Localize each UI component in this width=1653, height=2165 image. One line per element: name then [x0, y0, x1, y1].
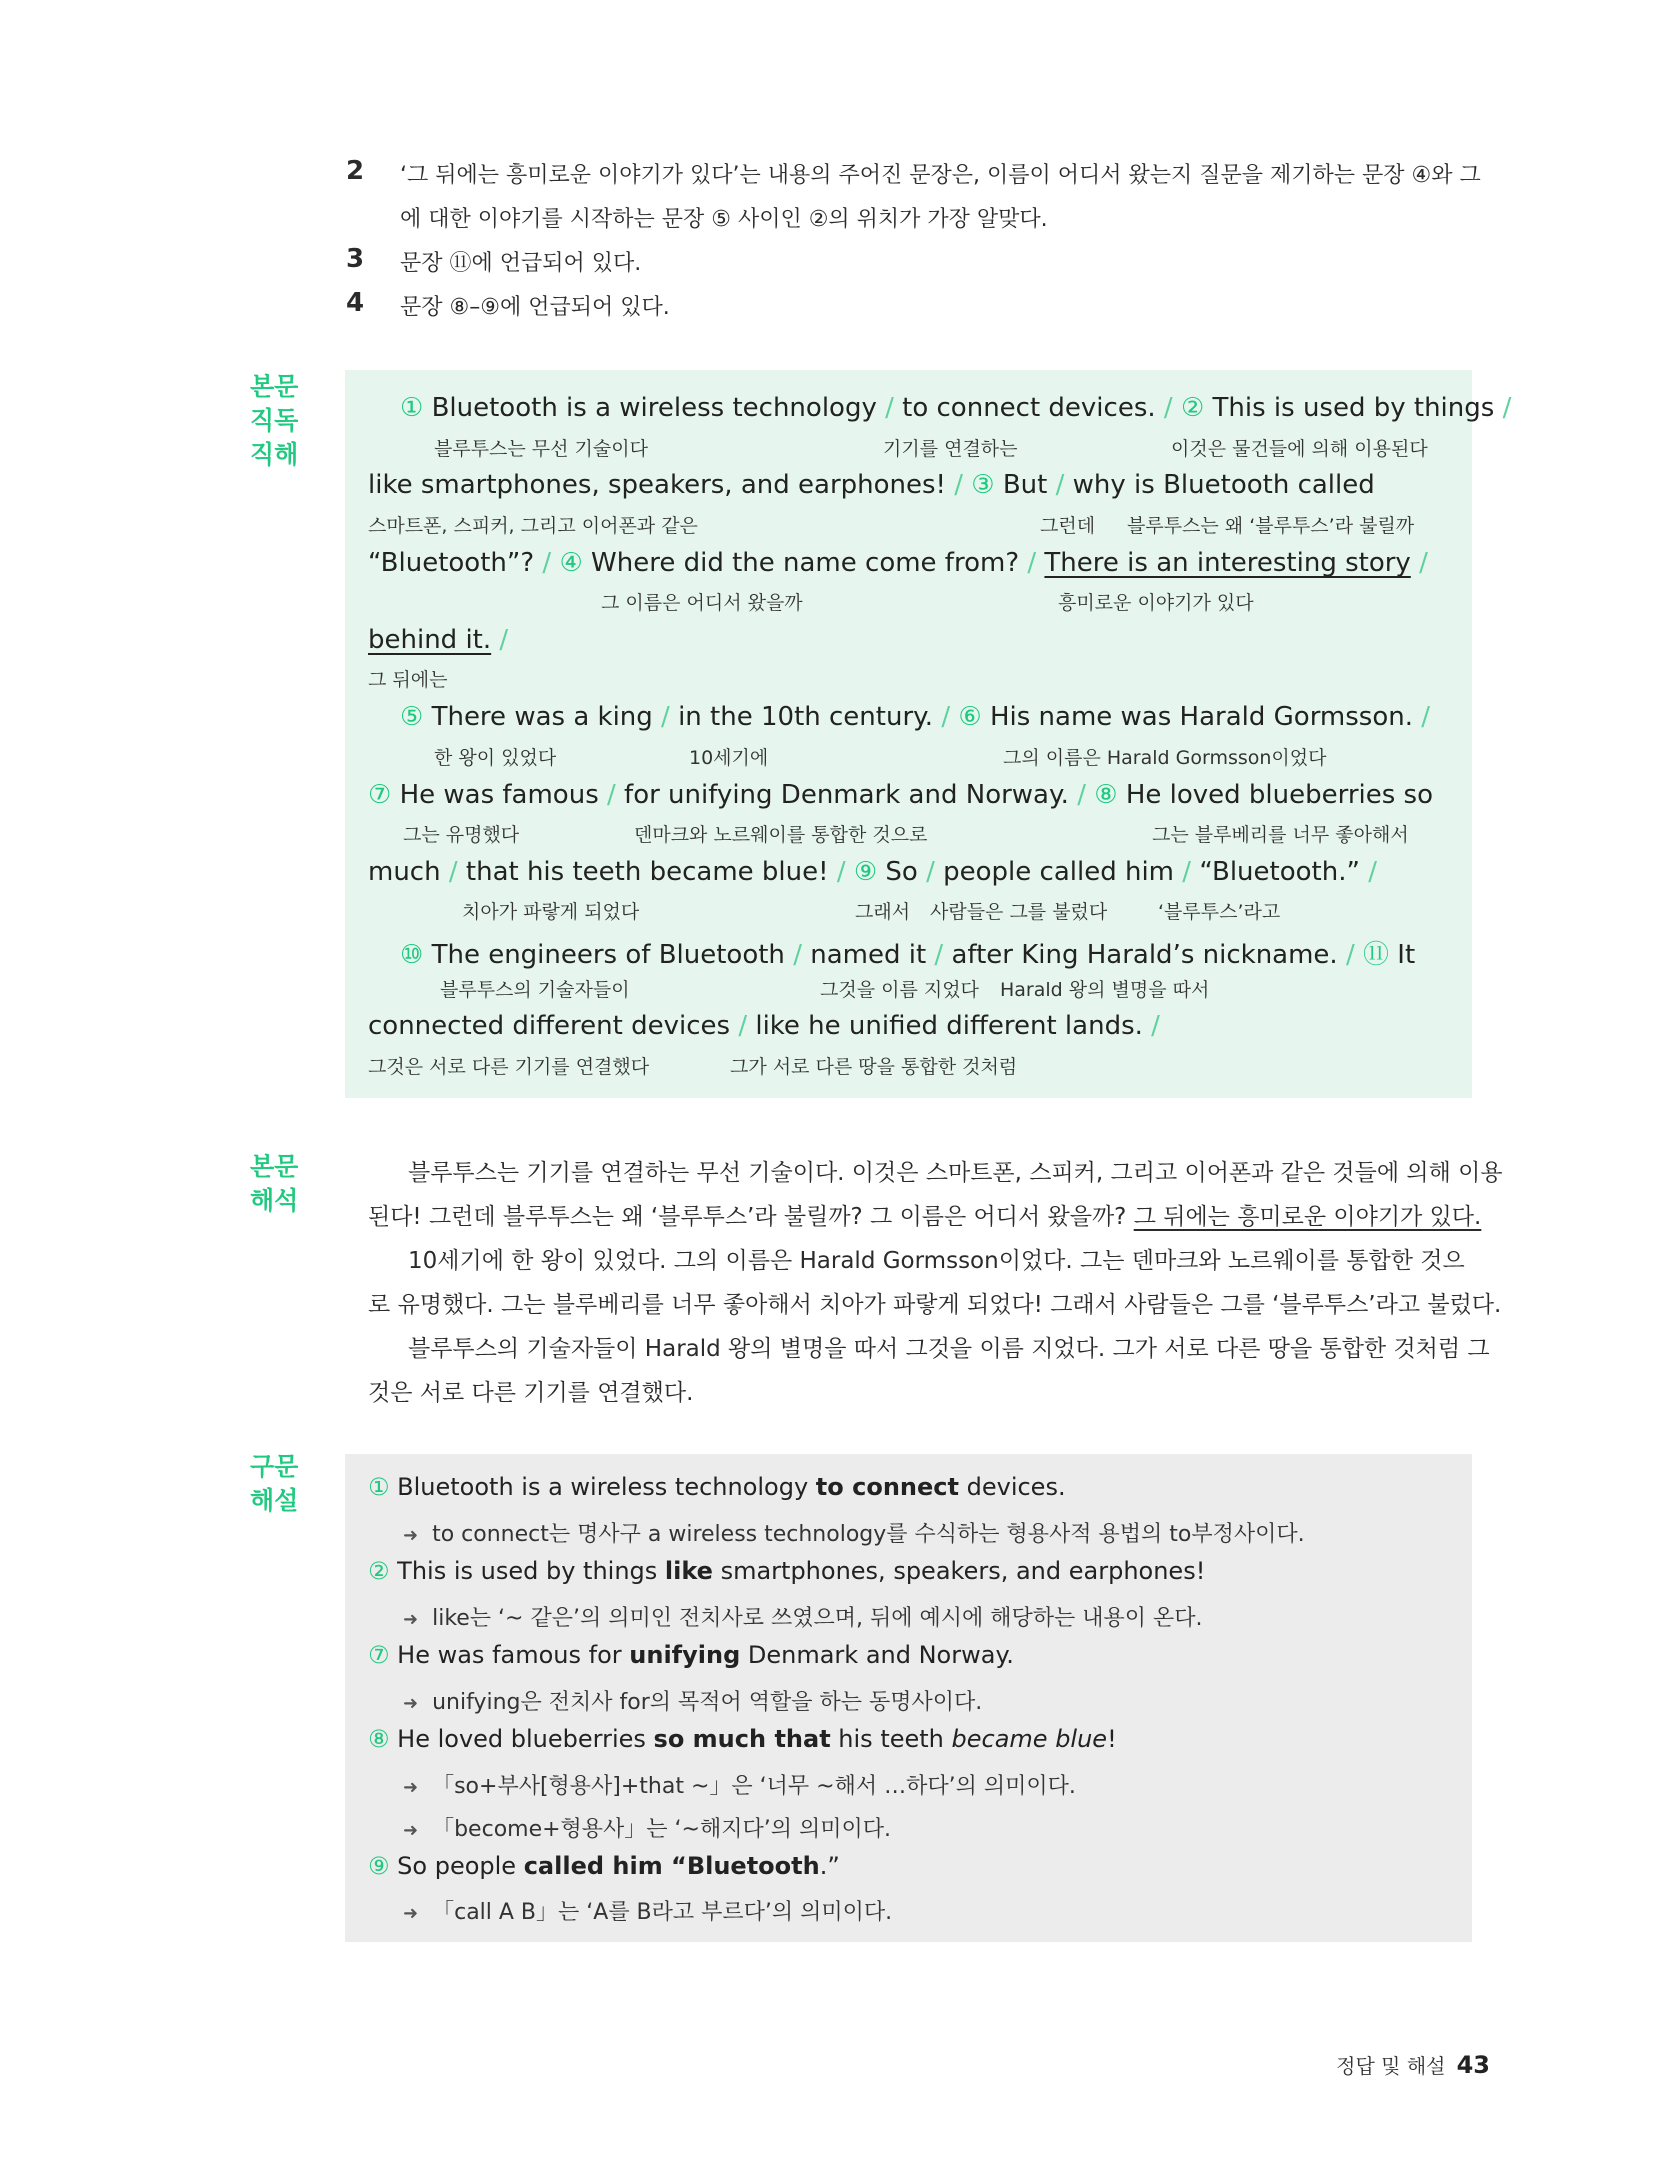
arrow-icon: ➜: [403, 1609, 419, 1630]
chunk: like he unified different lands.: [755, 1011, 1143, 1041]
chunk: “Bluetooth”?: [368, 548, 535, 578]
answer-2-line-1: ‘그 뒤에는 흥미로운 이야기가 있다’는 내용의 주어진 문장은, 이름이 어디서 왔는지 질문을 제기하는 문장 ④와 그: [400, 163, 1481, 188]
sentence-number: ⑨: [853, 857, 878, 887]
grammar-text: Bluetooth is a wireless technology: [397, 1473, 816, 1501]
grammar-text: his teeth: [830, 1725, 952, 1753]
sentence-number: ⑦: [368, 780, 392, 810]
gloss: 흥미로운 이야기가 있다: [1058, 592, 1254, 614]
chunk: The engineers of Bluetooth: [431, 940, 785, 970]
translation-line-6: 것은 서로 다른 기기를 연결했다.: [368, 1380, 694, 1406]
note-text: like는 ‘~ 같은’의 의미인 전치사로 쓰였으며, 뒤에 예시에 해당하는 내용이 온다.: [432, 1606, 1203, 1631]
grammar-text: !: [1107, 1725, 1117, 1753]
direct-line-3: “Bluetooth”? / ④ Where did the name come from? / There is an interesting story /: [368, 548, 1428, 578]
note-text: 「become+형용사」는 ‘~해지다’의 의미이다.: [432, 1817, 891, 1842]
grammar-note-2: [403, 1601, 1202, 1632]
gloss: 그런데: [1040, 515, 1096, 537]
gloss: 그는 블루베리를 너무 좋아해서: [1152, 824, 1409, 846]
gloss: 블루투스의 기술자들이: [440, 979, 630, 1001]
answer-2-line-2: 에 대한 이야기를 시작하는 문장 ⑤ 사이인 ②의 위치가 가장 알맞다.: [400, 207, 1048, 232]
grammar-note-1: [403, 1517, 1305, 1548]
chunk: Where did the name come from?: [591, 548, 1020, 578]
arrow-icon: ➜: [403, 1777, 419, 1798]
gloss: 그 뒤에는: [368, 669, 448, 691]
gloss: 스마트폰, 스피커, 그리고 이어폰과 같은: [368, 515, 698, 537]
chunk: His name was Harald Gormsson.: [989, 702, 1413, 732]
grammar-note-5: [403, 1812, 891, 1843]
sentence-number: ⑨: [368, 1852, 390, 1880]
gloss: 기기를 연결하는: [883, 438, 1018, 460]
answer-3-text: 문장 ⑪에 언급되어 있다.: [400, 251, 642, 276]
answer-number-2: 2: [346, 156, 365, 186]
gloss: 한 왕이 있었다: [434, 747, 557, 769]
direct-line-1: ① Bluetooth is a wireless technology / to connect devices. / ② This is used by things /: [400, 393, 1512, 423]
chunk: It: [1397, 940, 1416, 970]
chunk-underlined: behind it.: [368, 625, 492, 655]
direct-line-9: connected different devices / like he unified different lands. /: [368, 1011, 1160, 1041]
translation-line-3: 10세기에 한 왕이 있었다. 그의 이름은 Harald Gormsson이었다. 그는 덴마크와 노르웨이를 통합한 것으: [408, 1248, 1465, 1274]
sentence-number: ②: [1180, 393, 1205, 423]
grammar-bold: like: [664, 1557, 713, 1585]
chunk-underlined: There is an interesting story: [1044, 548, 1411, 578]
grammar-item-3: [368, 1641, 1014, 1669]
chunk: But: [1002, 470, 1048, 500]
sentence-number: ③: [971, 470, 995, 500]
gloss: 블루투스는 무선 기술이다: [434, 438, 648, 460]
gloss: 그래서: [855, 901, 911, 923]
answer-number-3: 3: [346, 244, 365, 274]
chunk: to connect devices.: [902, 393, 1156, 423]
note-text: unifying은 전치사 for의 목적어 역할을 하는 동명사이다.: [432, 1690, 983, 1715]
note-text: 「call A B」는 ‘A를 B라고 부르다’의 의미이다.: [432, 1900, 893, 1925]
grammar-text: .”: [819, 1852, 840, 1880]
note-text: 「so+부사[형용사]+that ~」은 ‘너무 ~해서 …하다’의 의미이다.: [432, 1774, 1076, 1799]
chunk: much: [368, 857, 441, 887]
direct-line-5: ⑤ There was a king / in the 10th century. / ⑥ His name was Harald Gormsson. /: [400, 702, 1431, 732]
chunk: Bluetooth is a wireless technology: [431, 393, 877, 423]
sentence-number: ⑪: [1363, 940, 1390, 970]
chunk: There was a king: [431, 702, 653, 732]
grammar-bold: so much that: [653, 1725, 831, 1753]
chunk: in the 10th century.: [678, 702, 934, 732]
arrow-icon: ➜: [403, 1820, 419, 1841]
grammar-text: This is used by things: [397, 1557, 665, 1585]
grammar-text: devices.: [958, 1473, 1066, 1501]
grammar-item-5: [368, 1852, 840, 1880]
translation-line-5: 블루투스의 기술자들이 Harald 왕의 별명을 따서 그것을 이름 지었다. 그가 서로 다른 땅을 통합한 것처럼 그: [408, 1336, 1490, 1362]
gloss: 이것은 물건들에 의해 이용된다: [1171, 438, 1428, 460]
sentence-number: ①: [400, 393, 424, 423]
chunk: He loved blueberries so: [1125, 780, 1434, 810]
grammar-note-6: [403, 1895, 892, 1926]
chunk: This is used by things: [1212, 393, 1495, 423]
translation-line-4: 로 유명했다. 그는 블루베리를 너무 좋아해서 치아가 파랗게 되었다! 그래서 사람들은 그를 ‘블루투스’라고 불렀다.: [368, 1292, 1502, 1318]
grammar-bold: to connect: [815, 1473, 959, 1501]
translation-underlined: 그 뒤에는 흥미로운 이야기가 있다.: [1133, 1204, 1482, 1230]
chunk: for unifying Denmark and Norway.: [624, 780, 1069, 810]
arrow-icon: ➜: [403, 1693, 419, 1714]
gloss: 그가 서로 다른 땅을 통합한 것처럼: [730, 1056, 1018, 1078]
section-label-direct-reading: 본문 직독 직해: [250, 372, 299, 469]
chunk: “Bluetooth.”: [1199, 857, 1360, 887]
gloss: Harald 왕의 별명을 따서: [1000, 979, 1210, 1001]
chunk: people called him: [943, 857, 1175, 887]
grammar-note-4: [403, 1769, 1076, 1800]
answer-number-4: 4: [346, 288, 365, 318]
note-text: to connect는 명사구 a wireless technology를 수식하는 형용사적 용법의 to부정사이다.: [432, 1522, 1305, 1547]
sentence-number: ⑤: [400, 702, 424, 732]
gloss: 그것은 서로 다른 기기를 연결했다: [368, 1056, 650, 1078]
chunk: like smartphones, speakers, and earphones!: [368, 470, 946, 500]
direct-line-8: ⑩ The engineers of Bluetooth / named it / after King Harald’s nickname. / ⑪ It: [400, 940, 1416, 970]
grammar-item-2: [368, 1557, 1205, 1585]
gloss: 사람들은 그를 불렀다: [930, 901, 1108, 923]
direct-line-6: ⑦ He was famous / for unifying Denmark and Norway. / ⑧ He loved blueberries so: [368, 780, 1434, 810]
gloss: ‘블루투스’라고: [1158, 901, 1281, 923]
grammar-italic: became blue: [951, 1725, 1108, 1753]
chunk: that his teeth became blue!: [465, 857, 829, 887]
gloss: 그의 이름은 Harald Gormsson이었다: [1003, 747, 1327, 769]
sentence-number: ⑦: [368, 1641, 390, 1669]
direct-line-2: like smartphones, speakers, and earphones! / ③ But / why is Bluetooth called: [368, 470, 1375, 500]
grammar-text: Denmark and Norway.: [740, 1641, 1014, 1669]
grammar-text: He was famous for: [397, 1641, 630, 1669]
section-label-grammar: 구문 해설: [250, 1452, 299, 1515]
sentence-number: ⑧: [1094, 780, 1118, 810]
sentence-number: ⑥: [958, 702, 982, 732]
gloss: 10세기에: [689, 747, 769, 769]
chunk: connected different devices: [368, 1011, 731, 1041]
page-footer: [1336, 2050, 1490, 2079]
translation-text: 된다! 그런데 블루투스는 왜 ‘블루투스’라 불릴까? 그 이름은 어디서 왔을까?: [368, 1204, 1127, 1230]
chunk: after King Harald’s nickname.: [951, 940, 1338, 970]
grammar-item-4: [368, 1725, 1117, 1753]
sentence-number: ①: [368, 1473, 390, 1501]
chunk: He was famous: [399, 780, 599, 810]
sentence-number: ⑧: [368, 1725, 390, 1753]
grammar-note-3: [403, 1685, 982, 1716]
sentence-number: ④: [559, 548, 583, 578]
chunk: named it: [810, 940, 927, 970]
chunk: why is Bluetooth called: [1072, 470, 1375, 500]
gloss: 블루투스는 왜 ‘블루투스’라 불릴까: [1127, 515, 1415, 537]
chunk: So: [885, 857, 918, 887]
sentence-number: ②: [368, 1557, 390, 1585]
direct-line-4: behind it. /: [368, 625, 509, 655]
direct-line-7: much / that his teeth became blue! / ⑨ So / people called him / “Bluetooth.” /: [368, 857, 1377, 887]
gloss: 덴마크와 노르웨이를 통합한 것으로: [634, 824, 928, 846]
page-number: 43: [1456, 2051, 1490, 2079]
grammar-text: So people: [397, 1852, 524, 1880]
answer-4-text: 문장 ⑧–⑨에 언급되어 있다.: [400, 295, 670, 320]
arrow-icon: ➜: [403, 1525, 419, 1546]
translation-line-1: 블루투스는 기기를 연결하는 무선 기술이다. 이것은 스마트폰, 스피커, 그리고 이어폰과 같은 것들에 의해 이용: [408, 1160, 1503, 1186]
gloss: 치아가 파랗게 되었다: [462, 901, 640, 923]
grammar-bold: unifying: [629, 1641, 741, 1669]
gloss: 그것을 이름 지었다: [820, 979, 979, 1001]
sentence-number: ⑩: [400, 940, 424, 970]
grammar-item-1: [368, 1473, 1066, 1501]
footer-label: 정답 및 해설: [1336, 2054, 1446, 2078]
gloss: 그 이름은 어디서 왔을까: [601, 592, 803, 614]
grammar-bold: called him “Bluetooth: [523, 1852, 820, 1880]
grammar-text: He loved blueberries: [397, 1725, 654, 1753]
section-label-translation: 본문 해석: [250, 1152, 299, 1215]
arrow-icon: ➜: [403, 1903, 419, 1924]
translation-line-2: [368, 1198, 1481, 1231]
gloss: 그는 유명했다: [403, 824, 520, 846]
grammar-text: smartphones, speakers, and earphones!: [712, 1557, 1206, 1585]
